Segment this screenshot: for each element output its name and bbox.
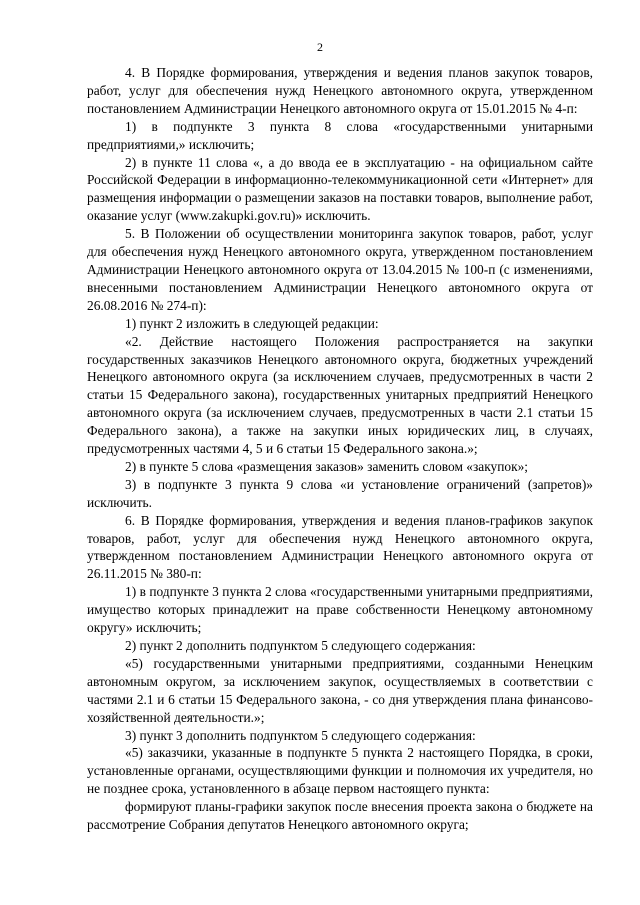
paragraph-6-quote-2-continued: формируют планы-графики закупок после внесения проекта закона о бюджете на рассмотрение Собрания депутатов Ненецкого автономного округа; — [87, 799, 593, 833]
paragraph-4-item-1: 1) в подпункте 3 пункта 8 слова «государственными унитарными предприятиями,» исключить; — [87, 118, 593, 152]
paragraph-6-quote-2: «5) заказчики, указанные в подпункте 5 пункта 2 настоящего Порядка, в сроки, установленные органами, осуществляющими функции и полномочия их учредителя, но не позднее срока, установленного в абзаце первом настоящего пункта: — [87, 745, 593, 797]
paragraph-6-item-2: 2) пункт 2 дополнить подпунктом 5 следующего содержания: — [125, 638, 476, 653]
paragraph-4-header: 4. В Порядке формирования, утверждения и ведения планов закупок товаров, работ, услуг для обеспечения нужд Ненецкого автономного округа, утвержденном постановлением Администрации Ненецкого автономного округа от 15.01.2015 № 4-п: — [87, 65, 593, 116]
paragraph-5-quote: «2. Действие настоящего Положения распространяется на закупки государственных заказчиков Ненецкого автономного округа, бюджетных учреждений Ненецкого автономного округа (за исключением случаев, предусмотренных в части 2 статьи 15 Федерального закона), государственных унитарных предприятий Ненецкого автономного округа (за исключением случаев, предусмотренных в части 2.1 статьи 15 Федерального закона), а также на закупки иных юридических лиц, в случаях, предусмотренных частями 4, 5 и 6 статьи 15 Федерального закона.»; — [87, 333, 593, 457]
paragraph-5-item-2: 2) в пункте 5 слова «размещения заказов» заменить словом «закупок»; — [125, 458, 528, 474]
document-body — [87, 64, 593, 834]
paragraph-6-quote-1: «5) государственными унитарными предприятиями, созданными Ненецким автономным округом, за исключением закупок, осуществляемых в соответствии с частями 2.1 и 6 статьи 15 Федерального закона, - со дня утверждения плана финансово-хозяйственной деятельности.»; — [87, 655, 593, 725]
paragraph-5-header: 5. В Положении об осуществлении мониторинга закупок товаров, работ, услуг для обеспечения нужд Ненецкого автономного округа, утвержденном постановлением Администрации Ненецкого автономного округа от 13.04.2015 № 100-п (с изменениями, внесенными постановлением Администрации Ненецкого автономного округа от 26.08.2016 № 274-п): — [87, 226, 593, 313]
paragraph-6-header: 6. В Порядке формирования, утверждения и ведения планов-графиков закупок товаров, работ, услуг для обеспечения нужд Ненецкого автономного округа, утвержденном постановлением Администрации Ненецкого автономного округа от 26.11.2015 № 380-п: — [87, 512, 593, 582]
paragraph-4-item-2: 2) в пункте 11 слова «, а до ввода ее в эксплуатацию - на официальном сайте Российской Федерации в информационно-телекоммуникационной сети «Интернет» для размещения информации о размещении заказов на поставки товаров, выполнение работ, оказание услуг (www.zakupki.gov.ru)» исключить. — [87, 154, 593, 224]
paragraph-5-item-3: 3) в подпункте 3 пункта 9 слова «и установление ограничений (запретов)» исключить. — [87, 476, 593, 510]
paragraph-6-item-1: 1) в подпункте 3 пункта 2 слова «государственными унитарными предприятиями, имущество которых принадлежит на праве собственности Ненецкому автономному округу» исключить; — [87, 584, 593, 636]
paragraph-6-item-3: 3) пункт 3 дополнить подпунктом 5 следующего содержания: — [125, 727, 476, 743]
page-number: 2 — [317, 40, 323, 54]
paragraph-5-item-1: 1) пункт 2 изложить в следующей редакции: — [125, 315, 379, 331]
